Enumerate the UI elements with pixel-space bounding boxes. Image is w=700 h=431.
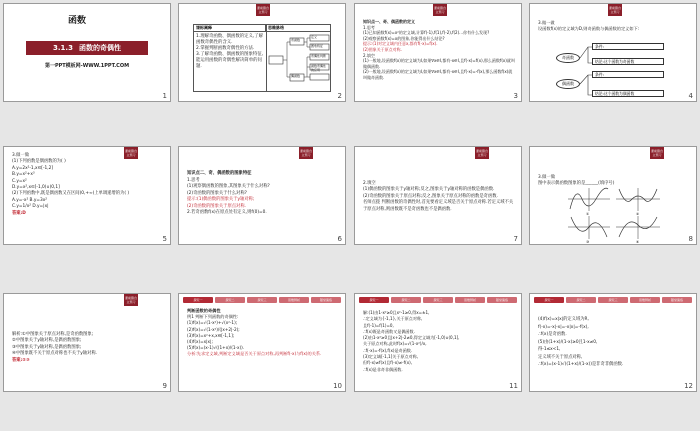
map-node: 偶函数 [291, 74, 301, 78]
text-line: 解:(1)由1-x²≥0且x²-1≥0,得x=±1, [363, 310, 430, 315]
text-line: 图中表示偶函数图象的是______(填序号) [538, 181, 615, 187]
text-line: ②中图象关于y轴对称,是偶函数图象; [12, 338, 82, 344]
slide-thumbnail-4[interactable] [529, 3, 697, 102]
tab-explore-1: 探究一 [183, 297, 213, 303]
even-conclusion-box: 结论:这个函数为偶函数 [592, 90, 664, 97]
slide-number: 9 [162, 382, 167, 390]
section-badge: 课前篇自主预习 [299, 149, 312, 157]
function-graphs [566, 187, 662, 242]
slide-heading: 判断函数的奇偶性 [187, 308, 221, 313]
map-node: 奇偶性判断 [311, 54, 327, 58]
slide-1-section: 3.1.3 [53, 44, 73, 52]
text-line: ④中图象既不关于原点对称也不关于y轴对称. [12, 351, 98, 357]
tab-explore-1: 探究一 [359, 297, 389, 303]
map-node: 定义 [311, 35, 318, 39]
text-line: (3)定义域[-1,1]关于原点对称, [363, 354, 419, 360]
text-line: 解析:①中图象关于原点对称,是奇函数图象; [12, 332, 94, 337]
slide-thumbnail-5[interactable] [3, 146, 171, 245]
text-line: (1)一般地,设函数f(x)的定义域为I,如果∀x∈I,都有-x∈I,且f(-x)=f(x),那么函数f(x)就叫做偶函数. [363, 58, 515, 69]
slide-heading: 3.做一做 [538, 20, 555, 25]
slide-thumbnail-6[interactable] [178, 146, 346, 245]
tab-practice: 随堂演练 [311, 297, 341, 303]
text-line: 得-1≤x<1, [538, 347, 561, 352]
graph-label: ④ [636, 240, 640, 244]
slide-heading: 知识点二、奇、偶函数的图象特征 [187, 171, 252, 176]
section-tabbar [183, 297, 341, 304]
slide-1-banner [26, 41, 148, 55]
slide-heading: 3.做一做 [12, 153, 29, 158]
tab-explore-1: 探究一 [534, 297, 564, 303]
intro-line: 设函数f(x)的定义域为D,则奇函数与偶函数的定义如下: [538, 26, 640, 32]
slide-heading: 2.填空 [363, 181, 376, 186]
slide-thumbnail-3[interactable] [354, 3, 522, 102]
text-line: (4)f(x)=x|x|; [187, 339, 213, 345]
text-line: 2.填空 [363, 52, 375, 58]
text-line: ∴f(x)是奇函数. [538, 332, 567, 337]
objective-line: 1.理解奇函数、偶函数的定义,了解函数奇偶性的含义. [196, 34, 264, 45]
tab-thinking: 思维辨析 [630, 297, 660, 303]
slide-1-footer: 第一PPT模板网-WWW.1PPT.COM [44, 63, 130, 69]
tab-thinking: 思维辨析 [455, 297, 485, 303]
text-line: 1.思考 [187, 177, 200, 183]
section-tabbar [534, 297, 692, 304]
slide-number: 5 [162, 235, 167, 243]
answer-line: 答案:②③ [12, 357, 30, 363]
map-node: 图象特征 [311, 44, 324, 48]
objective-line: 2.掌握判断函数奇偶性的方法. [196, 46, 255, 51]
objective-line: 3.了解奇函数、偶函数的图象特征,能运用函数的奇偶性解决简单的问题. [196, 52, 264, 69]
text-line: ∴定义域为{-1,1},关于原点对称, [363, 316, 423, 322]
slide-1-subtitle: 函数的奇偶性 [78, 44, 121, 52]
tab-explore-2: 探究二 [391, 297, 421, 303]
slide-number: 3 [513, 92, 518, 100]
slide-number: 6 [337, 235, 342, 243]
text-line: f(-x)=-x|-x|=-x|x|=-f(x), [538, 324, 589, 330]
slide-thumbnail-10[interactable] [178, 293, 346, 392]
text-line: A.y=-x² B.y=3x² [12, 197, 48, 203]
section-badge: 课前篇自主预习 [608, 6, 621, 14]
text-line: (2)f(x)=√(1-x²)/(|x+2|-2); [187, 326, 240, 332]
map-node: 函数奇偶性的应用 [311, 64, 327, 72]
text-line: (1)下列函数是偶函数的为( ) [12, 159, 66, 165]
slide-heading: 3.做一做 [538, 175, 555, 180]
text-line: 定义域不关于原点对称, [538, 354, 583, 360]
text-line: (2)观察函数f(x)=x的图象,你能得出什么结论? [363, 35, 445, 41]
text-line: 2.若奇函数f(x)在原点处有定义,则f(0)=0. [187, 210, 267, 215]
mind-map-lines [268, 34, 330, 90]
section-tabbar [359, 297, 517, 304]
left-head: 课标阐释 [194, 25, 266, 32]
right-head: 思维脉络 [266, 25, 330, 32]
slide-number: 11 [509, 382, 518, 390]
text-line: (2)由1-x²≥0且|x+2|-2≠0,得定义域为[-1,0)∪(0,1], [363, 335, 460, 341]
text-line: 但f(-x)≠f(x)且f(-x)≠-f(x), [363, 360, 413, 366]
slide-thumbnail-7[interactable] [354, 146, 522, 245]
text-line: (2)奇函数的图象关于原点对称. [187, 203, 247, 209]
text-line: D.y=x²,x∈[-1,0)∪(0,1] [12, 185, 60, 191]
tab-explore-3: 探究三 [247, 297, 277, 303]
slide-2-table [193, 24, 331, 92]
text-line: ∴f(x)=(x-1)√((1+x)/(1-x))是非奇非偶函数. [538, 362, 624, 367]
text-line: 提示:(1)对定义域内任意x,都有f(-x)=f(x). [363, 41, 438, 47]
slide-number: 7 [513, 235, 518, 243]
text-line: ∴f(x)既是奇函数又是偶函数. [363, 328, 415, 334]
tab-explore-3: 探究三 [423, 297, 453, 303]
graph-label: ① [586, 212, 590, 216]
text-line: (2)下列函数中,既是偶函数又在区间(0,+∞)上单调递增的为( ) [12, 191, 130, 197]
slide-number: 8 [688, 235, 693, 243]
tab-practice: 随堂演练 [662, 297, 692, 303]
text-line: (2)一般地,设函数f(x)的定义域为I,如果∀x∈I,都有-x∈I,且f(-x)=-f(x),那么函数f(x)就叫做奇函数. [363, 69, 513, 80]
slide-thumbnail-11[interactable] [354, 293, 522, 392]
text-line: (1)观察偶函数的图象,其图象关于什么对称? [187, 184, 270, 189]
text-line: ∴f(-x)=-f(x),f(x)是奇函数. [363, 347, 413, 353]
text-line: (4)f(x)=x|x|的定义域为R, [538, 317, 589, 322]
map-node: 奇函数 [291, 38, 301, 42]
slide-number: 10 [333, 382, 342, 390]
text-line: (3)f(x)=x²+x,x∈[-1,1]; [187, 332, 235, 338]
slide-number: 4 [688, 92, 693, 100]
text-line: (1)偶函数的图象关于y轴对称;反之,图象关于y轴对称的函数是偶函数. [363, 187, 495, 193]
tab-explore-2: 探究二 [566, 297, 596, 303]
text-line: A.y=2x²-1,x∈[-1,2] [12, 165, 54, 171]
text-line: ③中图象关于y轴对称,是偶函数图象; [12, 344, 82, 350]
slide-thumbnail-12[interactable] [529, 293, 697, 392]
text-line: C.y=x² [12, 178, 27, 184]
slide-thumbnail-8[interactable] [529, 146, 697, 245]
tab-thinking: 思维辨析 [279, 297, 309, 303]
text-line: 1.思考 [363, 24, 375, 30]
odd-conclusion-box: 结论:这个函数为奇函数 [592, 58, 664, 65]
slide-thumbnail-1[interactable] [3, 3, 171, 102]
section-badge: 课前篇自主预习 [124, 149, 137, 157]
text-line: ∴f(x)是非奇非偶函数. [363, 366, 403, 372]
text-line: (5)由(1+x)/(1-x)≥0且1-x≠0, [538, 339, 598, 345]
slide-thumbnail-2[interactable] [178, 3, 346, 102]
slide-number: 1 [162, 92, 167, 100]
text-line: (2)奇函数的图象关于什么对称? [187, 190, 247, 196]
text-line: (2)奇函数的图象关于原点对称;反之,图象关于原点对称的函数是奇函数. [363, 193, 498, 199]
text-line: 名师点拨 判断函数的奇偶性时,首先要看定义域是否关于原点对称.若定义域不关于原点对称,则函数既不是奇函数也不是偶函数. [363, 200, 514, 212]
section-badge: 课前篇自主预习 [433, 6, 446, 14]
slide-number: 2 [337, 92, 342, 100]
tab-practice: 随堂演练 [487, 297, 517, 303]
mind-map [268, 34, 328, 89]
text-line: 分析:先求定义域,判断定义域是否关于原点对称,再判断f(-x)与f(x)的关系. [187, 351, 322, 357]
slide-number: 12 [684, 382, 693, 390]
text-line: (1)已知函数f(x)=x²的定义域,计算f(-1),f(1),f(-2),f(2)…你有什么发现? [363, 30, 490, 36]
even-ellipse: 偶函数 [556, 79, 580, 89]
text-line: (5)f(x)=(x-1)√((1+x)/(1-x)). [187, 345, 245, 351]
odd-ellipse: 奇函数 [556, 53, 580, 63]
graph-label: ③ [586, 240, 590, 244]
section-badge: 课前篇自主预习 [475, 149, 488, 157]
slide-1-title: 函数 [68, 16, 87, 26]
tab-explore-2: 探究二 [215, 297, 245, 303]
slide-heading: 知识点一、奇、偶函数的定义 [363, 19, 415, 24]
even-condition-box: 条件: [592, 71, 664, 78]
section-badge: 课前篇自主预习 [256, 6, 269, 14]
text-line: B.y=x²+x³ [12, 172, 35, 178]
text-line: 提示:(1)偶函数的图象关于y轴对称; [187, 197, 255, 202]
tab-explore-3: 探究三 [598, 297, 628, 303]
text-line: 关于原点对称,此时f(x)=√(1-x²)/x, [363, 341, 427, 347]
section-badge: 课前篇自主预习 [650, 149, 663, 157]
text-line: 例1 判断下列函数的奇偶性: [187, 314, 239, 320]
section-badge: 课前篇自主预习 [124, 296, 137, 304]
text-line: C.y=1/x² D.y=|x| [12, 204, 49, 210]
text-line: (1)f(x)=√(1-x²)+√(x²-1); [187, 320, 238, 326]
odd-condition-box: 条件: [592, 43, 664, 50]
text-line: (2)图象关于原点对称. [363, 46, 402, 52]
answer-line: 答案:D [12, 210, 26, 216]
text-line: 且f(-1)=f(1)=0, [363, 322, 394, 328]
slide-thumbnail-9[interactable] [3, 293, 171, 392]
graph-label: ② [636, 212, 640, 216]
